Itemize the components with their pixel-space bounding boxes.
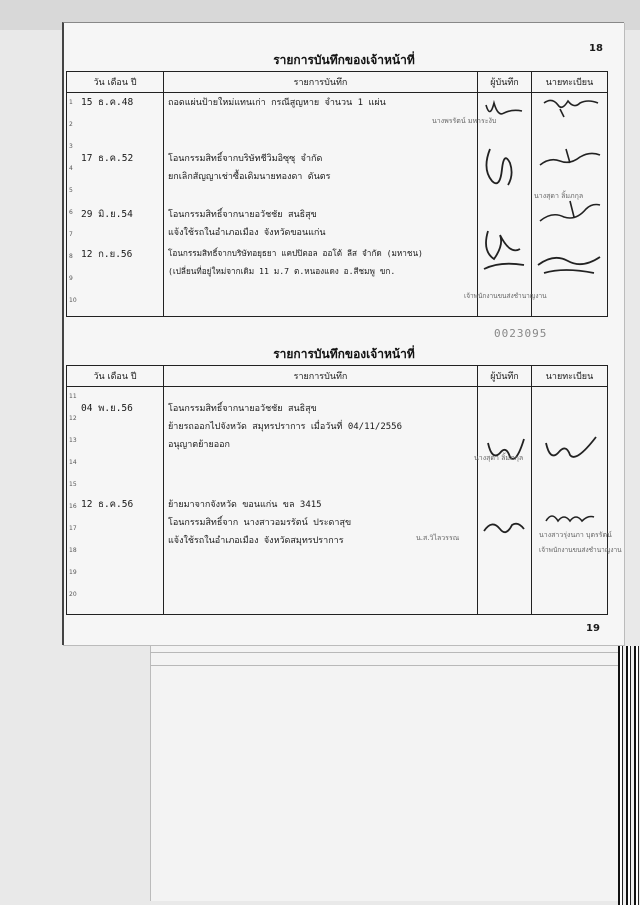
row-number: 7 <box>69 231 73 238</box>
row-number: 14 <box>69 459 77 466</box>
row-number: 12 <box>69 415 77 422</box>
row-number: 9 <box>69 275 73 282</box>
official-stamp: น.ส.วิไลวรรณ <box>416 534 460 542</box>
signature-registrar <box>540 431 600 467</box>
signature-recorder <box>482 431 528 471</box>
signature-recorder <box>480 145 526 193</box>
header-entry: รายการบันทึก <box>164 366 478 387</box>
row-number: 1 <box>69 99 73 106</box>
header-date: วัน เดือน ปี <box>67 366 164 387</box>
row-number: 8 <box>69 253 73 260</box>
document-page <box>62 22 624 645</box>
page-number-top: 18 <box>589 43 603 54</box>
entry-line: โอนกรรมสิทธิ์จากนายอวัชชัย สนธิสุข <box>168 404 317 414</box>
official-stamp: เจ้าพนักงานขนส่งชำนาญงาน <box>539 546 622 554</box>
entry-line: โอนกรรมสิทธิ์จากบริษัทชีวิมอิซุซุ จำกัด <box>168 154 323 164</box>
row-number: 19 <box>69 569 77 576</box>
official-stamp: นางพรรัตน์ มหาระงับ <box>432 117 497 125</box>
record-table-2 <box>66 365 608 615</box>
entry-date: 29 มิ.ย.54 <box>81 209 133 220</box>
row-number: 17 <box>69 525 77 532</box>
row-number: 2 <box>69 121 73 128</box>
entry-date: 04 พ.ย.56 <box>81 403 133 414</box>
signature-registrar <box>534 243 604 283</box>
row-number: 5 <box>69 187 73 194</box>
entry-line: โอนกรรมสิทธิ์จาก นางสาวอมรรัตน์ ประดาสุข <box>168 518 352 528</box>
entry-date: 12 ก.ย.56 <box>81 249 133 260</box>
header-recorder: ผู้บันทึก <box>478 72 532 93</box>
row-number: 18 <box>69 547 77 554</box>
entry-line: ย้ายมาจากจังหวัด ขอนแก่น ขล 3415 <box>168 500 322 510</box>
entry-line: โอนกรรมสิทธิ์จากบริษัทอยุธยา แคปปิตอล ออโต้ ลีส จำกัด (มหาชน) <box>168 248 423 258</box>
entry-line: อนุญาตย้ายออก <box>168 440 230 450</box>
page-number-bottom: 19 <box>586 623 600 634</box>
row-number: 20 <box>69 591 77 598</box>
entry-line: โอนกรรมสิทธิ์จากนายอวัชชัย สนธิสุข <box>168 210 317 220</box>
record-table-1 <box>66 71 608 317</box>
entry-line: (เปลี่ยนที่อยู่ใหม่จากเดิม 11 ม.7 ต.หนองแดง อ.สีชมพู ขก. <box>168 266 396 276</box>
date-cell <box>67 387 164 615</box>
scan-line <box>150 652 620 653</box>
scan-line <box>150 665 620 666</box>
row-number: 15 <box>69 481 77 488</box>
document-serial: 0023095 <box>494 327 548 340</box>
signature-registrar <box>536 145 602 173</box>
official-stamp: นางสาวรุ่งนภา บุตรรัตน์ <box>539 531 612 539</box>
header-date: วัน เดือน ปี <box>67 72 164 93</box>
entry-line: ถอดแผ่นป้ายใหม่แทนเก่า กรณีสูญหาย จำนวน 1 แผ่น <box>168 98 386 108</box>
registrar-cell <box>532 387 608 615</box>
official-stamp: นางสุดา ลิ้มภกุล <box>474 454 524 462</box>
header-registrar: นายทะเบียน <box>532 72 608 93</box>
section-title-1: รายการบันทึกของเจ้าหน้าที่ <box>273 53 415 67</box>
signature-recorder <box>480 225 528 281</box>
entry-line: ย้ายรถออกไปจังหวัด สมุทรปราการ เมื่อวันที่ 04/11/2556 <box>168 422 403 432</box>
row-number: 3 <box>69 143 73 150</box>
scanner-edge-pattern <box>618 646 640 905</box>
signature-recorder <box>480 515 528 545</box>
signature-registrar <box>542 507 598 531</box>
row-number: 13 <box>69 437 77 444</box>
header-registrar: นายทะเบียน <box>532 366 608 387</box>
entry-date: 15 ธ.ค.48 <box>81 97 134 108</box>
official-stamp: นางสุดา ลิ้มภกุล <box>534 192 584 200</box>
entry-date: 17 ธ.ค.52 <box>81 153 134 164</box>
recorder-cell <box>478 387 532 615</box>
row-number: 4 <box>69 165 73 172</box>
official-stamp: เจ้าพนักงานขนส่งชำนาญงาน <box>464 292 547 300</box>
entry-line: แจ้งใช้รถในอำเภอเมือง จังหวัดขอนแก่น <box>168 228 326 238</box>
signature-registrar <box>540 95 602 119</box>
next-page-edge <box>150 646 621 901</box>
header-entry: รายการบันทึก <box>164 72 478 93</box>
entry-line: แจ้งใช้รถในอำเภอเมือง จังหวัดสมุทรปราการ <box>168 536 344 546</box>
entry-cell <box>164 93 478 317</box>
row-number: 16 <box>69 503 77 510</box>
row-number: 11 <box>69 393 77 400</box>
date-cell <box>67 93 164 317</box>
entry-line: ยกเลิกสัญญาเช่าซื้อเดิมนายทองดา ดันตร <box>168 172 331 182</box>
header-recorder: ผู้บันทึก <box>478 366 532 387</box>
entry-cell <box>164 387 478 615</box>
row-number: 6 <box>69 209 73 216</box>
section-title-2: รายการบันทึกของเจ้าหน้าที่ <box>273 347 415 361</box>
entry-date: 12 ธ.ค.56 <box>81 499 134 510</box>
registrar-cell <box>532 93 608 317</box>
row-number: 10 <box>69 297 77 304</box>
